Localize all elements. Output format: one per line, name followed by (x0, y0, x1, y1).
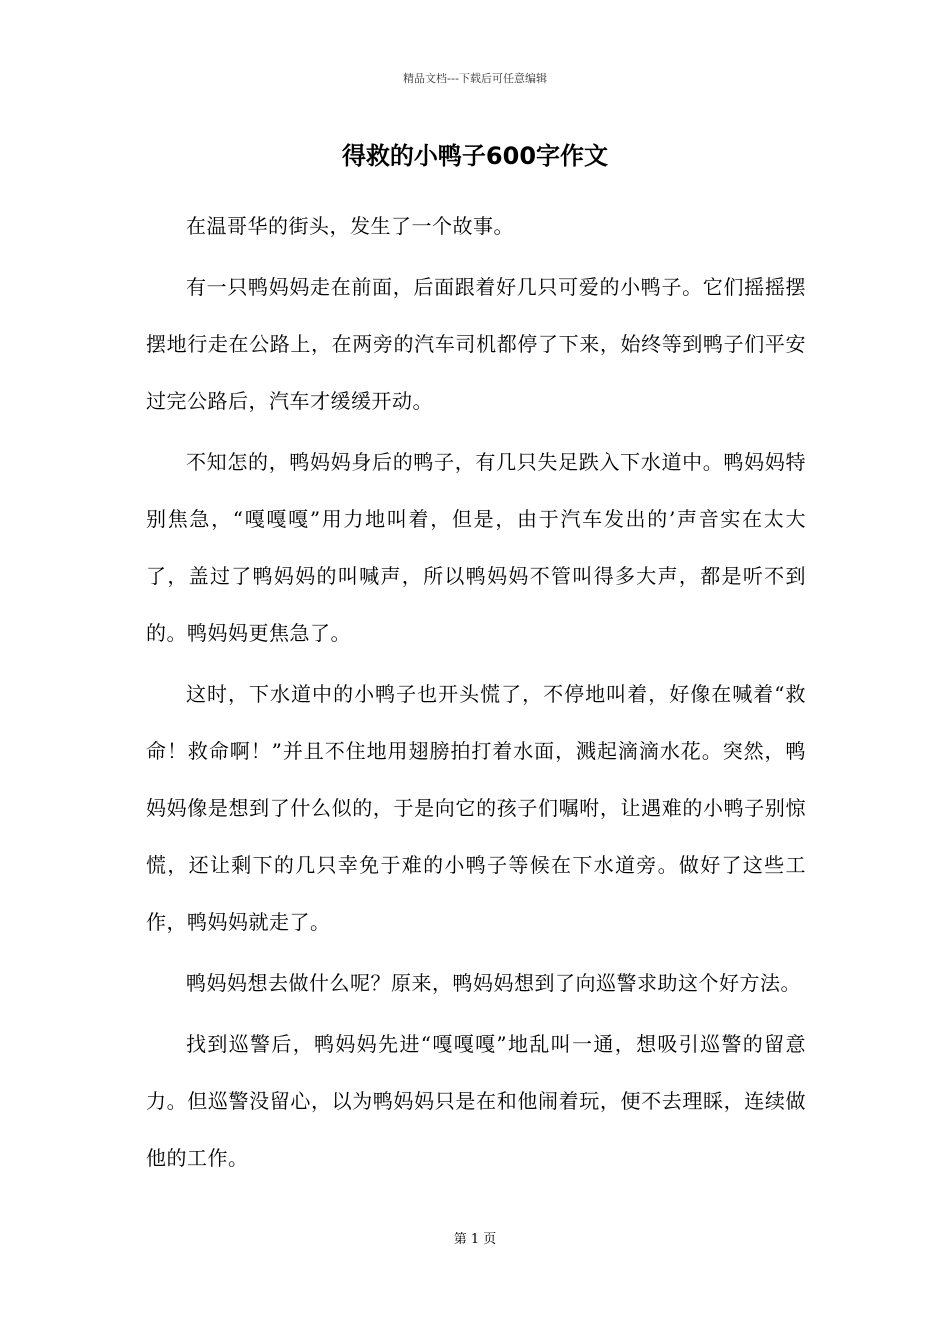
document-body (146, 198, 806, 1191)
page-number: 第 1 页 (453, 1232, 497, 1247)
paragraph: 鸭妈妈想去做什么呢？原来，鸭妈妈想到了向巡警求助这个好方法。 (186, 971, 801, 995)
paragraph: 在温哥华的街头，发生了一个故事。 (186, 214, 514, 238)
document-title: 得救的小鸭子600字作文 (341, 142, 609, 170)
paragraph: 这时，下水道中的小鸭子也开头慌了，不停地叫着，好像在喊着“救命！救命啊！”并且不住地用翅膀拍打着水面，溅起滴滴水花。突然，鸭妈妈像是想到了什么似的，于是向它的孩子们嘱咐，让遇难的小鸭子别惊慌，还让剩下的几只幸免于难的小鸭子等候在下水道旁。做好了这些工作，鸭妈妈就走了。 (146, 682, 806, 934)
paragraph: 不知怎的，鸭妈妈身后的鸭子，有几只失足跌入下水道中。鸭妈妈特别焦急，“嘎嘎嘎”用力地叫着，但是，由于汽车发出的’声音实在太大了，盖过了鸭妈妈的叫喊声，所以鸭妈妈不管叫得多大声，都是听不到的。鸭妈妈更焦急了。 (146, 450, 806, 645)
header-note: 精品文档---下载后可任意编辑 (403, 72, 547, 85)
paragraph: 有一只鸭妈妈走在前面，后面跟着好几只可爱的小鸭子。它们摇摇摆摆地行走在公路上，在两旁的汽车司机都停了下来，始终等到鸭子们平安过完公路后，汽车才缓缓开动。 (146, 275, 806, 413)
paragraph: 找到巡警后，鸭妈妈先进“嘎嘎嘎”地乱叫一通，想吸引巡警的留意力。但巡警没留心，以为鸭妈妈只是在和他闹着玩，便不去理睬，连续做他的工作。 (146, 1032, 806, 1170)
